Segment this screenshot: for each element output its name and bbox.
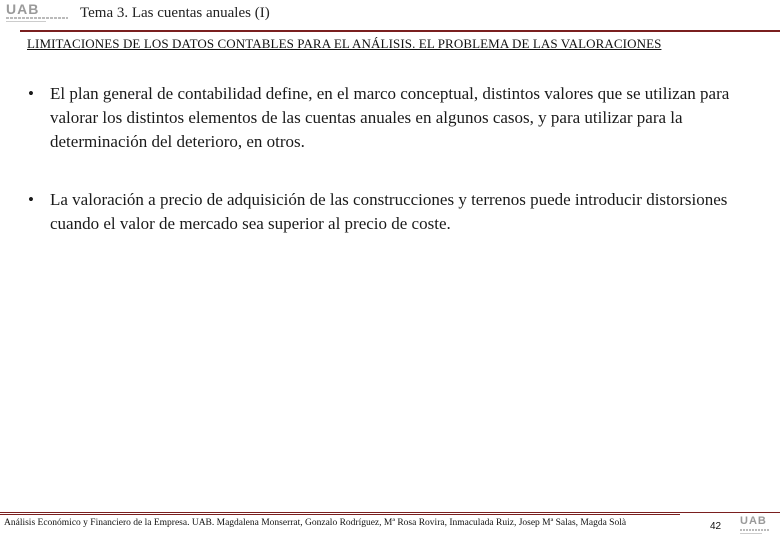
logo-subtitle-graphic-2 xyxy=(6,21,46,22)
uab-logo-footer xyxy=(738,516,774,538)
uab-logo-mark: UAB xyxy=(6,1,40,17)
presentation-topic-title: Tema 3. Las cuentas anuales (I) xyxy=(80,5,270,21)
footer-divider-secondary xyxy=(0,514,680,515)
bullet-marker: • xyxy=(28,190,34,209)
uab-logo xyxy=(6,2,70,22)
header-divider xyxy=(20,30,780,32)
footer-divider xyxy=(0,512,780,513)
bullet-text: La valoración a precio de adquisición de las construcciones y terrenos puede introducir distorsiones cuando el valor de mercado sea superior al precio de coste. xyxy=(50,190,728,233)
logo-subtitle-graphic xyxy=(6,17,68,19)
footer-credits: Análisis Económico y Financiero de la Empresa. UAB. Magdalena Monserrat, Gonzalo Rodríguez, Mª Rosa Rovira, Inmaculada Ruiz, Josep Mª Salas, Magda Solà xyxy=(4,518,627,528)
bullet-text: El plan general de contabilidad define, en el marco conceptual, distintos valores que se utilizan para valorar los distintos elementos de las cuentas anuales en algunos casos, y para utilizar para la determinación del deterioro, en otros. xyxy=(50,84,730,151)
bullet-marker: • xyxy=(28,84,34,103)
uab-logo-footer-mark: UAB xyxy=(740,515,767,527)
logo-footer-subtitle-graphic xyxy=(740,529,770,531)
page-number: 42 xyxy=(710,521,722,532)
logo-footer-subtitle-graphic-2 xyxy=(740,533,762,534)
slide-heading: LIMITACIONES DE LOS DATOS CONTABLES PARA EL ANÁLISIS. EL PROBLEMA DE LAS VALORACIONES xyxy=(27,36,662,51)
